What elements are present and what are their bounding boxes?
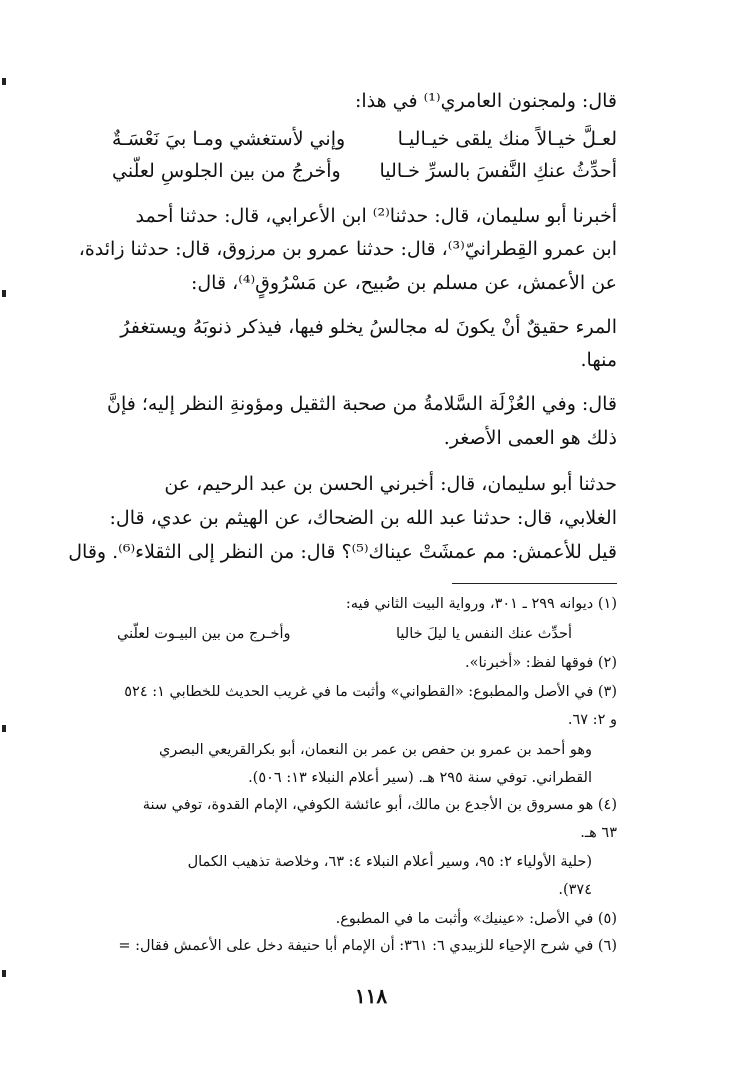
footnote: (٣) في الأصل والمطبوع: «القطواني» وأثبت ما في غريب الحديث للخطابي ١: ٥٢٤ [124, 684, 617, 700]
footnote-note: القطراني. توفي سنة ٢٩٥ هـ. (سير أعلام النبلاء ١٣: ٥٠٦). [248, 770, 592, 786]
paragraph-line: المرء حقيقٌ أنْ يكونَ له مجالسُ يخلو فيها، فيذكر ذنوبَهُ ويستغفرُ [120, 316, 617, 338]
paragraph-line: قال: وفي العُزْلَة السَّلامةُ من صحبة الثقيل ومؤونةِ النظر إليه؛ فإنَّ [106, 393, 617, 415]
paragraph-line: الغلابي، قال: حدثنا عبد الله بن الضحاك، عن الهيثم بن عدي، قال: [109, 507, 617, 529]
footnote: (٤) هو مسروق بن الأجدع بن مالك، أبو عائشة الكوفي، الإمام القدوة، توفي سنة [142, 797, 617, 813]
paragraph-line: ابن عمرو القِطرانيّ⁽³⁾، قال: حدثنا عمرو بن مرزوق، قال: حدثنا زائدة، [78, 238, 617, 260]
footnote-note: ٣٧٤). [558, 882, 592, 898]
paragraph-line: منها. [580, 349, 617, 371]
scan-mark [2, 290, 6, 297]
verse-first-hemistich: وإني لأستغشي ومـا بيَ نَعْسَـةٌ [112, 128, 346, 150]
verse-line [112, 128, 617, 150]
verse-line [112, 160, 617, 182]
paragraph-line: حدثنا أبو سليمان، قال: أخبرني الحسن بن عبد الرحيم، عن [164, 473, 617, 495]
footnote: (٥) في الأصل: «عينيك» وأثبت ما في المطبوع. [335, 911, 617, 927]
footnote-separator [452, 583, 617, 584]
page-number: ١١٨ [354, 984, 388, 1008]
intro-line: قال: ولمجنون العامري⁽¹⁾ في هذا: [354, 90, 617, 112]
paragraph-line: أخبرنا أبو سليمان، قال: حدثنا⁽²⁾ ابن الأعرابي، قال: حدثنا أحمد [135, 205, 617, 227]
scan-mark [2, 970, 6, 977]
footnote-verse [117, 626, 572, 642]
paragraph-line: قيل للأعمش: مم عمشَتْ عيناك⁽⁵⁾؟ قال: من النظر إلى الثقلاء⁽⁶⁾. وقال [68, 541, 617, 563]
footnote: (١) ديوانه ٢٩٩ ـ ٣٠١، ورواية البيت الثاني فيه: [345, 596, 617, 612]
paragraph-line: عن الأعمش، عن مسلم بن صُبيح، عن مَسْرُوقٍ⁽⁴⁾، قال: [190, 272, 617, 294]
verse-first-hemistich: وأخرجُ من بين الجلوسِ لعلّني [112, 160, 341, 182]
footnote: (٦) في شرح الإحياء للزبيدي ٦: ٣٦١: أن الإمام أبا حنيفة دخل على الأعمش فقال: = [118, 938, 617, 954]
footnote-note: (حلية الأولياء ٢: ٩٥، وسير أعلام النبلاء ٤: ٦٣، وخلاصة تذهيب الكمال [187, 854, 592, 870]
verse-second-hemistich: أحدِّث عنك النفس يا ليلَ خاليا [395, 626, 572, 642]
verse-second-hemistich: لعـلَّ خيـالاً منك يلقى خيـاليـا [397, 128, 617, 150]
footnote-note: وهو أحمد بن عمرو بن حفص بن عمر بن النعمان، أبو بكرالقريعي البصري [158, 742, 592, 758]
footnote: ٦٣ هـ. [580, 825, 617, 841]
verse-second-hemistich: أحدِّثُ عنكِ النَّفسَ بالسرِّ خـاليا [379, 160, 617, 182]
paragraph-line: ذلك هو العمى الأصغر. [443, 427, 617, 449]
scan-mark [2, 725, 6, 732]
footnote: و ٢: ٦٧. [567, 712, 617, 728]
scan-mark [2, 78, 6, 85]
verse-first-hemistich: وأخـرج من بين البيـوت لعلّني [117, 626, 291, 642]
footnote: (٢) فوقها لفظ: «أخبرنا». [465, 655, 617, 671]
